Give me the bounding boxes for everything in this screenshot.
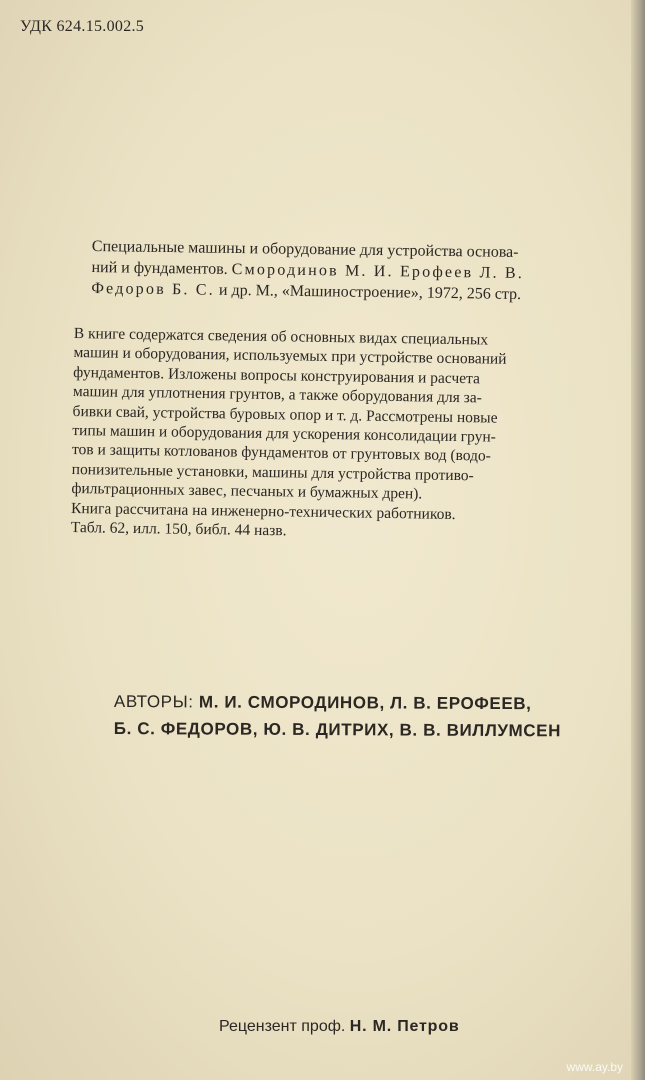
biblio-line-1: Специальные машины и оборудование для устройства основа- xyxy=(91,237,519,261)
abstract-line: В книге содержатся сведения об основных видах специальных xyxy=(73,324,489,349)
abstract-line: фундаментов. Изложены вопросы конструирования и расчета xyxy=(73,363,481,388)
authors-names-2: Б. С. ФЕДОРОВ, Ю. В. ДИТРИХ, В. В. ВИЛЛУМСЕН xyxy=(113,718,562,741)
watermark: www.ay.by xyxy=(566,1060,623,1074)
abstract-line: Книга рассчитана на инженерно-технических работников. xyxy=(70,499,456,523)
authors-label: АВТОРЫ: xyxy=(113,691,194,712)
biblio-authors: Смородинов М. И. Ерофеев Л. В. xyxy=(231,260,525,283)
abstract-line: фильтрационных завес, песчаных и бумажных дрен). xyxy=(71,480,423,503)
reviewer-label: Рецензент проф. xyxy=(219,1018,346,1035)
udk-code: УДК 624.15.002.5 xyxy=(20,18,145,35)
biblio-title-end: ний и фундаментов. xyxy=(91,258,228,278)
abstract xyxy=(71,324,614,546)
page-edge-shadow xyxy=(631,0,645,1080)
abstract-line: типы машин и оборудования для ускорения консолидации грун- xyxy=(72,422,497,446)
reviewer-name: Н. М. Петров xyxy=(349,1018,460,1035)
authors-names-1: М. И. СМОРОДИНОВ, Л. В. ЕРОФЕЕВ, xyxy=(198,692,532,714)
biblio-author-fedorov: Федоров Б. С. xyxy=(91,279,216,299)
abstract-line: тов и защиты котлованов фундаментов от грунтовых вод (водо- xyxy=(71,441,492,466)
reviewer-line xyxy=(219,1018,459,1036)
authors-line-1 xyxy=(114,688,561,717)
bibliographic-description xyxy=(91,236,610,306)
abstract-line: понизительные установки, машины для устройства противо- xyxy=(71,460,474,485)
abstract-line: бивки свай, устройства буровых опор и т. д. Рассмотрены новые xyxy=(72,402,498,427)
abstract-line: Табл. 62, илл. 150, библ. 44 назв. xyxy=(70,519,287,540)
abstract-line: машин для уплотнения грунтов, а также оборудования для за- xyxy=(72,383,482,407)
biblio-publisher: и др. М., «Машиностроение», 1972, 256 стр. xyxy=(218,281,522,303)
abstract-line: машин и оборудования, используемых при устройстве оснований xyxy=(73,344,507,369)
authors-block xyxy=(114,688,561,744)
